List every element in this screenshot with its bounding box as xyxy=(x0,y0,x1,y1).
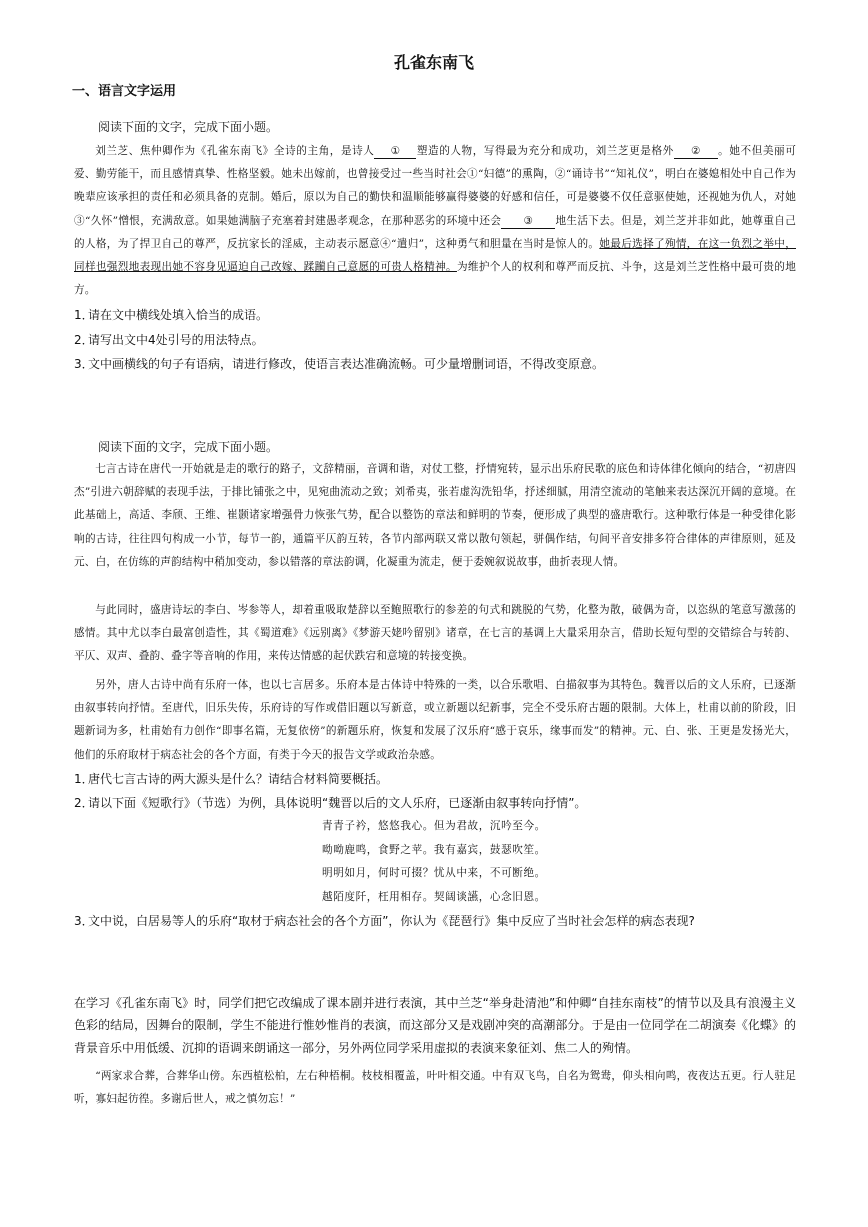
reading1-passage: 刘兰芝、焦仲卿作为《孔雀东南飞》全诗的主角，是诗人 ① 塑造的人物，写得最为充分和成功，刘兰芝更是格外 ② 。她不但美丽可爱、勤劳能干，而且感情真挚、性格坚毅。她未出嫁前，也曾接受过一些当时社会①“妇德”的熏陶，②“诵诗书”“知礼仪”，明白在婆媳相处中自己作为晚辈应该承担的责任和必须具备的克制。婚后，原以为自己的勤快和温顺能够赢得婆婆的好感和信任，可是婆婆不仅任意驱使她，还视她为仇人，对她③“久怀”憎恨，充满敌意。如果她满脑子充塞着封建愚孝观念，在那种恶劣的环境中还会 ③ 地生活下去。但是，刘兰芝并非如此，她尊重自己的人格，为了捍卫自己的尊严，反抗家长的淫威，主动表示愿意④“遣归”，这种勇气和胆量在当时是惊人的。她最后选择了殉情，在这一负烈之举中，同样也强烈地表现出她不容身见逼迫自己改嫁、蹂躏自己意愿的可贵人格精神。为维护个人的权利和尊严而反抗、斗争，这是刘兰芝性格中最可贵的地方。 xyxy=(74,145,797,297)
question-r2-1: 1．唐代七言古诗的两大源头是什么？请结合材料简要概括。 xyxy=(74,772,389,786)
poem-line: 呦呦鹿鸣，食野之苹。我有嘉宾，鼓瑟吹笙。 xyxy=(322,843,546,856)
question-r2-3: 3．文中说，白居易等人的乐府“取材于病态社会的各个方面”，你认为《琵琶行》集中反应了当时社会怎样的病态表现? xyxy=(74,914,695,928)
poem-line: 明明如月，何时可掇？忧从中来，不可断绝。 xyxy=(322,867,546,880)
poem-excerpt xyxy=(322,815,546,909)
underlined-sentence: 她最后选择了殉情，在这一负烈之举中，同样也强烈地表现出她不容身见逼迫自己改嫁、蹂躏自己意愿的可贵人格精神。 xyxy=(74,237,796,274)
question-r1-2: 2．请写出文中4处引号的用法特点。 xyxy=(74,333,264,347)
blank-3: ③ xyxy=(501,214,555,229)
reading2-instruction: 阅读下面的文字，完成下面小题。 xyxy=(98,440,279,454)
question-r1-1: 1．请在文中横线处填入恰当的成语。 xyxy=(74,308,269,322)
poem-line: 越陌度阡，枉用相存。契阔谈讌，心念旧恩。 xyxy=(322,890,546,903)
blank-1: ① xyxy=(374,144,416,159)
reading2-paragraph-1: 七言古诗在唐代一开始就是走的歌行的路子，文辞精丽，音调和谐，对仗工整，抒情宛转，显示出乐府民歌的底色和诗体律化倾向的结合，“初唐四杰”引进六朝辞赋的表现手法，于排比铺张之中，见宛曲流动之致；刘希夷，张若虚沟洗铅华，抒述细腻，用清空流动的笔触来表达深沉开阔的意境。在此基础上，高适、李颀、王维、崔颢诸家增强骨力恢张气势，配合以整饬的章法和鲜明的节奏，便形成了典型的盛唐歌行。这种歌行体是一种受律化影响的古诗，往往四句构成一小节，每节一韵，通篇平仄韵互转，各节内部两联又常以散句领起，骈偶作结，句间平音安排多符合律体的声律原则，延及元、白，在仿练的声韵结构中稍加变动，参以错落的章法韵调，化凝重为流走，便于委婉叙说故事，曲折表现人情。 xyxy=(74,463,796,568)
blank-2: ② xyxy=(674,144,718,159)
question-r2-2: 2．请以下面《短歌行》（节选）为例，具体说明“魏晋以后的文人乐府，已逐渐由叙事转向抒情”。 xyxy=(74,796,587,810)
question-r1-3: 3．文中画横线的句子有语病，请进行修改，使语言表达准确流畅。可少量增删词语，不得改变原意。 xyxy=(74,357,605,371)
reading3-quote: “两家求合葬，合葬华山傍。东西植松柏，左右种梧桐。枝枝相覆盖，叶叶相交通。中有双飞鸟，自名为鸳鸯，仰头相向鸣，夜夜达五更。行人驻足听，寡妇起彷徨。多谢后世人，戒之慎勿忘！” xyxy=(74,1070,796,1106)
section-heading: 一、语言文字运用 xyxy=(72,84,177,99)
reading1-instruction: 阅读下面的文字，完成下面小题。 xyxy=(98,120,279,134)
reading2-paragraph-2: 与此同时，盛唐诗坛的李白、岑参等人，却着重吸取楚辞以至鲍照歌行的参差的句式和跳脱的气势，化整为散，破偶为奇，以恣纵的笔意写激荡的感情。其中尤以李白最富创造性，其《蜀道难》《远别离》《梦游天姥吟留别》诸章，在七言的基调上大量采用杂言，借助长短句型的交错综合与转韵、平仄、双声、叠韵、叠字等音响的作用，来传达情感的起伏跌宕和意境的转接变换。 xyxy=(74,604,796,663)
page-title: 孔雀东南飞 xyxy=(393,53,474,72)
reading3-passage: 在学习《孔雀东南飞》时，同学们把它改编成了课本剧并进行表演，其中兰芝“举身赴清池”和仲卿“自挂东南枝”的情节以及具有浪漫主义色彩的结局，因舞台的限制，学生不能进行惟妙惟肖的表演，而这部分又是戏剧冲突的高潮部分。于是由一位同学在二胡演奏《化蝶》的背景音乐中用低缓、沉抑的语调来朗诵这一部分，另外两位同学采用虚拟的表演来象征刘、焦二人的殉情。 xyxy=(74,996,796,1055)
poem-line: 青青子衿，悠悠我心。但为君故，沉吟至今。 xyxy=(322,820,546,832)
reading2-paragraph-3: 另外，唐人古诗中尚有乐府一体，也以七言居多。乐府本是古体诗中特殊的一类，以合乐歌唱、白描叙事为其特色。魏晋以后的文人乐府，已逐渐由叙事转向抒情。至唐代，旧乐失传，乐府诗的写作或借旧题以写新意，或立新题以纪新事，完全不受乐府古题的限制。大体上，杜甫以前的阶段，旧题新词为多，杜甫始有力创作“即事名篇，无复依傍”的新题乐府，恢复和发展了汉乐府“感于哀乐，缘事而发”的精神。元、白、张、王更是发扬光大，他们的乐府取材于病态社会的各个方面，有类于今天的报告文学或政治杂感。 xyxy=(74,679,796,761)
